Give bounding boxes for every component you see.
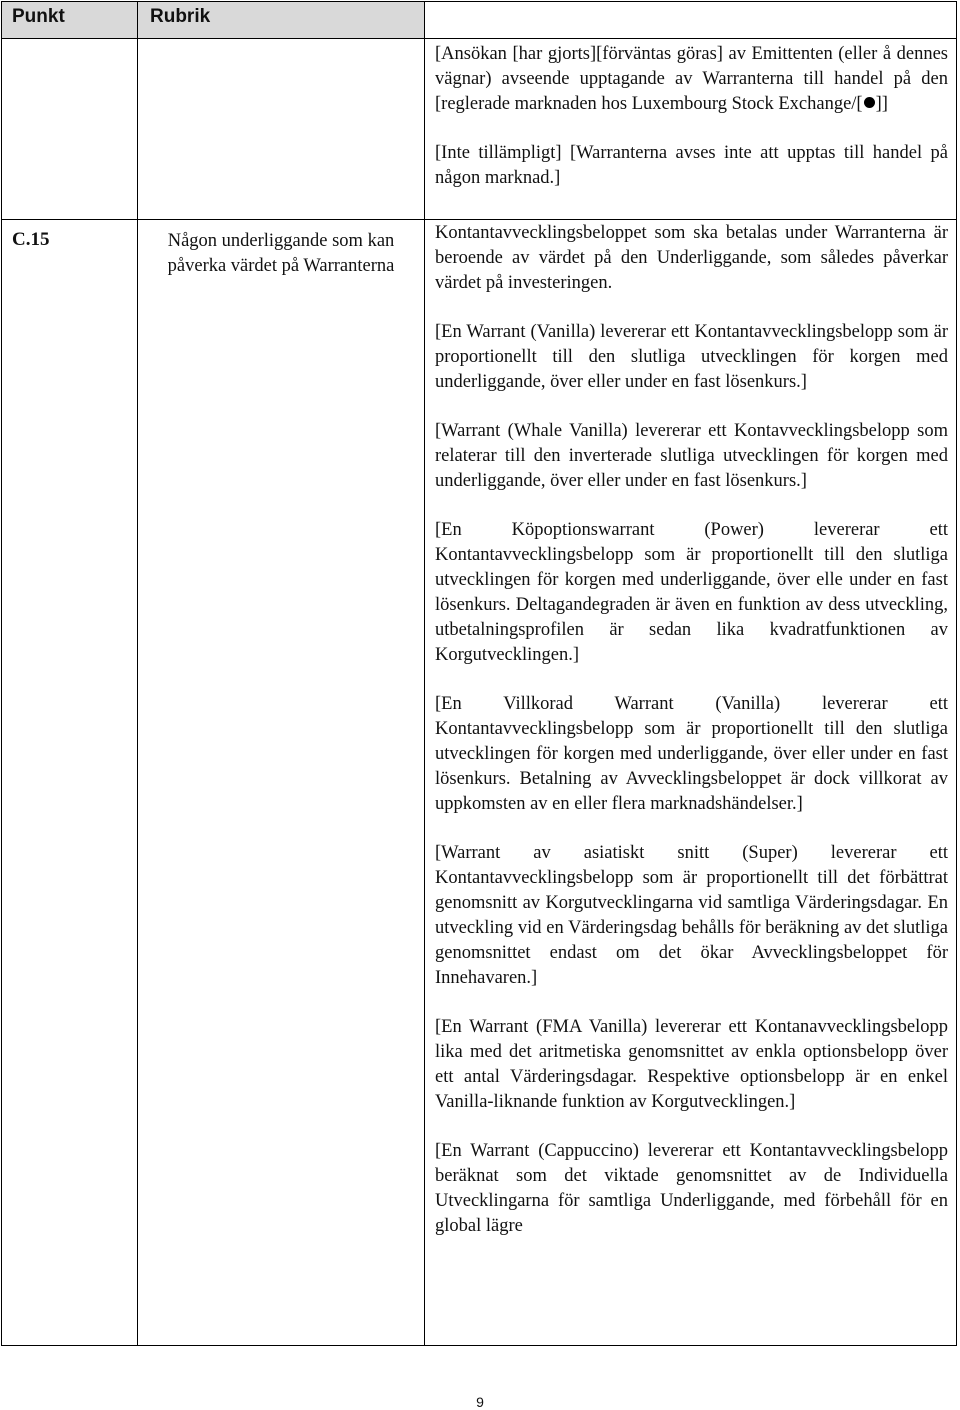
paragraph-c15: [En Warrant (Cappuccino) levererar ett Kontantavvecklingsbelopp beräknat som det viktade genomsnittet av de Individuella Utvecklingarna för samtliga Underliggande, med förbehåll för en global lägre	[435, 1141, 948, 1236]
header-punkt: Punkt	[12, 6, 65, 27]
bullet-placeholder-icon	[864, 97, 875, 108]
paragraph-c15: Kontantavvecklingsbeloppet som ska betalas under Warranterna är beroende av värdet på den Underliggande, som således påverkar värdet på investeringen.	[435, 223, 948, 293]
punkt-c15: C.15	[12, 229, 50, 250]
paragraph-c15: [Warrant (Whale Vanilla) levererar ett Kontavvecklingsbelopp som relaterar till den inverterade slutliga utvecklingen för korgen med underliggande, över eller under en fast lösenkurs.]	[435, 421, 948, 491]
column-divider	[137, 2, 138, 1345]
content-column	[435, 42, 948, 1239]
header-divider	[2, 38, 956, 39]
paragraph-c15: [En Villkorad Warrant (Vanilla) levererar ett Kontantavvecklingsbelopp som är proportionellt till den slutliga utvecklingen för korgen med underliggande, över eller under en fast lösenkurs. Betalning av Avvecklingsbeloppet är dock villkorat av uppkomsten av en eller flera marknadshändelser.]	[435, 694, 948, 814]
rubrik-c15: Någon underliggande som kan påverka värdet på Warranterna	[167, 231, 395, 276]
paragraph-c15: [En Warrant (Vanilla) levererar ett Kontantavvecklingsbelopp som är proportionellt till den slutliga utvecklingen för korgen med underliggande, över eller under en fast lösenkurs.]	[435, 322, 948, 392]
paragraph-c15: [Warrant av asiatiskt snitt (Super) levererar ett Kontantavvecklingsbelopp som är proportionellt till det förbättrat genomsnitt av Korgutvecklingarna vid samtliga Värderingsdagar. En utveckling vid en Värderingsdag behålls för beräkning av det slutliga genomsnittet endast om det ökar Avvecklingsbeloppet för Innehavaren.]	[435, 843, 948, 988]
paragraph-listing: [Ansökan [har gjorts][förväntas göras] av Emittenten (eller å dennes vägnar) avseende upptagande av Warranterna till handel på den [reglerade marknaden hos Luxembourg Stock Exchange/[ ]]	[435, 44, 948, 114]
header-rubrik: Rubrik	[150, 6, 211, 27]
column-divider	[424, 2, 425, 1345]
summary-table	[1, 1, 957, 1346]
paragraph-c15: [En Warrant (FMA Vanilla) levererar ett Kontanavvecklingsbelopp lika med det aritmetiska genomsnittet av enkla optionsbelopp över ett antal Värderingsdagar. Respektive optionsbelopp är en enkel Vanilla-liknande funktion av Korgutvecklingen.]	[435, 1017, 948, 1112]
page-number: 9	[476, 1394, 484, 1410]
paragraph-not-applicable: [Inte tillämpligt] [Warranterna avses inte att upptas till handel på någon marknad.]	[435, 143, 948, 188]
paragraph-c15: [En Köpoptionswarrant (Power) levererar ett Kontantavvecklingsbelopp som är proportionellt till den slutliga utvecklingen för korgen med underliggande, över elle under en fast lösenkurs. Deltagandegraden är även en funktion av dess utveckling, utbetalningsprofilen är sedan lika kvadratfunktionen av Korgutvecklingen.]	[435, 520, 948, 665]
